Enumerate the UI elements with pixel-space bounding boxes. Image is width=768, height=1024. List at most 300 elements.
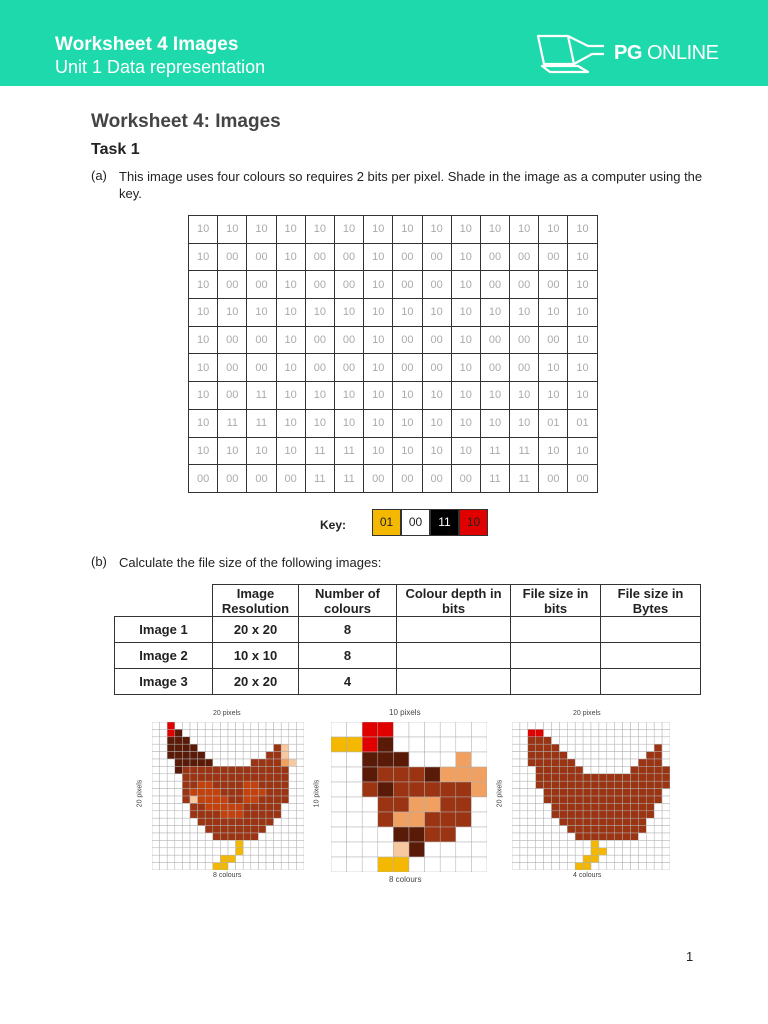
pixel	[289, 752, 297, 759]
grid-cell[interactable]: 11	[510, 465, 539, 493]
grid-cell[interactable]: 10	[393, 299, 422, 327]
grid-cell[interactable]: 00	[334, 354, 363, 382]
pixel	[654, 826, 662, 833]
pixel	[567, 833, 575, 840]
pixel	[575, 863, 583, 870]
pixel	[228, 789, 236, 796]
grid-cell[interactable]: 10	[539, 299, 568, 327]
pixel	[544, 744, 552, 751]
pixel	[607, 796, 615, 803]
grid-cell[interactable]: 00	[393, 354, 422, 382]
grid-cell[interactable]: 10	[364, 216, 393, 244]
colour-depth-cell[interactable]	[397, 617, 511, 643]
grid-cell[interactable]: 10	[568, 216, 597, 244]
pixel	[567, 729, 575, 736]
pixel	[190, 766, 198, 773]
pixel	[228, 855, 236, 862]
pixel	[167, 818, 175, 825]
grid-cell[interactable]: 10	[276, 409, 305, 437]
pixel	[575, 781, 583, 788]
grid-cell[interactable]: 00	[480, 326, 509, 354]
pixel	[182, 855, 190, 862]
grid-cell[interactable]: 10	[189, 271, 218, 299]
grid-cell[interactable]: 10	[276, 271, 305, 299]
grid-cell[interactable]: 10	[480, 216, 509, 244]
pixel	[182, 826, 190, 833]
pixel	[362, 857, 378, 872]
colour-depth-cell[interactable]	[397, 643, 511, 669]
grid-cell[interactable]: 00	[393, 271, 422, 299]
grid-cell[interactable]: 10	[568, 326, 597, 354]
pixel	[258, 744, 266, 751]
pixel	[528, 752, 536, 759]
grid-cell[interactable]: 10	[422, 409, 451, 437]
grid-cell[interactable]: 10	[422, 299, 451, 327]
pixel	[544, 781, 552, 788]
pixel	[228, 729, 236, 736]
grid-cell[interactable]: 00	[218, 271, 247, 299]
grid-cell[interactable]: 00	[422, 354, 451, 382]
pixel	[289, 722, 297, 729]
pixel	[536, 737, 544, 744]
pixel	[175, 737, 183, 744]
pixel	[258, 826, 266, 833]
pixel	[575, 803, 583, 810]
pixel	[512, 759, 520, 766]
pixel	[575, 789, 583, 796]
grid-cell[interactable]: 11	[305, 437, 334, 465]
grid-cell[interactable]: 10	[305, 382, 334, 410]
grid-cell[interactable]: 10	[393, 437, 422, 465]
pixel	[583, 833, 591, 840]
grid-cell[interactable]: 00	[218, 243, 247, 271]
grid-cell[interactable]: 10	[364, 382, 393, 410]
pixel	[615, 737, 623, 744]
grid-cell[interactable]: 10	[451, 326, 480, 354]
file-size-bytes-cell[interactable]	[601, 617, 701, 643]
pixel	[471, 737, 487, 752]
grid-cell[interactable]: 00	[334, 243, 363, 271]
grid-cell[interactable]: 10	[189, 299, 218, 327]
pixel	[456, 737, 472, 752]
pixel	[528, 796, 536, 803]
grid-cell[interactable]: 10	[364, 354, 393, 382]
grid-cell[interactable]: 10	[568, 243, 597, 271]
pixel	[662, 803, 670, 810]
file-size-bits-cell[interactable]	[511, 643, 601, 669]
pixel	[425, 812, 441, 827]
pixel	[236, 722, 244, 729]
pixel	[175, 729, 183, 736]
grid-cell[interactable]: 10	[189, 409, 218, 437]
pixel	[243, 774, 251, 781]
grid-cell[interactable]: 00	[247, 465, 276, 493]
grid-cell[interactable]: 00	[480, 243, 509, 271]
pixel	[289, 855, 297, 862]
grid-cell[interactable]: 00	[305, 271, 334, 299]
grid-cell[interactable]: 10	[422, 216, 451, 244]
file-size-bits-cell[interactable]	[511, 617, 601, 643]
pixel	[409, 752, 425, 767]
pixel	[552, 826, 560, 833]
grid-cell[interactable]: 00	[510, 326, 539, 354]
pixel	[190, 722, 198, 729]
pixel	[559, 737, 567, 744]
pixel	[362, 767, 378, 782]
table-row	[115, 643, 701, 669]
grid-cell[interactable]: 10	[276, 437, 305, 465]
grid-cell[interactable]: 10	[393, 409, 422, 437]
pixel	[456, 782, 472, 797]
pixel	[167, 848, 175, 855]
grid-cell[interactable]: 11	[334, 465, 363, 493]
grid-cell[interactable]: 10	[451, 271, 480, 299]
pixel	[152, 729, 160, 736]
grid-row	[189, 354, 598, 382]
pixel	[190, 737, 198, 744]
grid-cell[interactable]: 10	[276, 382, 305, 410]
grid-cell[interactable]: 00	[393, 465, 422, 493]
pixel	[583, 774, 591, 781]
pixel	[220, 789, 228, 796]
grid-cell[interactable]: 00	[247, 354, 276, 382]
pixel	[243, 729, 251, 736]
pixel	[599, 729, 607, 736]
pixel	[409, 722, 425, 737]
pixel	[251, 840, 259, 847]
grid-cell[interactable]: 10	[334, 216, 363, 244]
pixel	[160, 796, 168, 803]
grid-cell[interactable]: 00	[247, 326, 276, 354]
pixel	[281, 781, 289, 788]
pixel	[528, 863, 536, 870]
grid-cell[interactable]: 10	[539, 354, 568, 382]
grid-cell[interactable]: 00	[422, 243, 451, 271]
grid-cell[interactable]: 10	[393, 382, 422, 410]
pixel	[559, 759, 567, 766]
pixel	[544, 818, 552, 825]
grid-cell[interactable]: 11	[480, 437, 509, 465]
pixel	[281, 737, 289, 744]
grid-cell[interactable]: 10	[334, 299, 363, 327]
grid-cell[interactable]: 10	[276, 243, 305, 271]
pixel	[559, 833, 567, 840]
pixel	[182, 737, 190, 744]
pixel	[662, 863, 670, 870]
grid-cell[interactable]: 00	[189, 465, 218, 493]
pixel	[243, 833, 251, 840]
file-size-bits-cell[interactable]	[511, 669, 601, 695]
grid-cell[interactable]: 00	[539, 271, 568, 299]
pixel	[213, 781, 221, 788]
grid-cell[interactable]: 10	[510, 409, 539, 437]
grid-cell[interactable]: 10	[539, 382, 568, 410]
pixel	[575, 766, 583, 773]
grid-cell[interactable]: 10	[451, 354, 480, 382]
grid-cell[interactable]: 10	[451, 409, 480, 437]
pixel	[258, 863, 266, 870]
grid-cell[interactable]: 11	[218, 409, 247, 437]
grid-cell[interactable]: 00	[218, 382, 247, 410]
pixel	[289, 729, 297, 736]
pixel	[205, 840, 213, 847]
grid-cell[interactable]: 10	[510, 382, 539, 410]
grid-cell[interactable]: 10	[189, 216, 218, 244]
pixel	[281, 796, 289, 803]
pixel	[296, 766, 304, 773]
grid-cell[interactable]: 10	[451, 243, 480, 271]
pixel	[599, 774, 607, 781]
pixel	[289, 766, 297, 773]
grid-cell[interactable]: 10	[276, 216, 305, 244]
pixel	[274, 811, 282, 818]
grid-cell[interactable]: 10	[305, 299, 334, 327]
pixel	[623, 848, 631, 855]
grid-cell[interactable]: 00	[334, 271, 363, 299]
grid-cell[interactable]: 00	[305, 354, 334, 382]
grid-cell[interactable]: 00	[539, 243, 568, 271]
grid-cell[interactable]: 10	[364, 437, 393, 465]
pixel	[528, 826, 536, 833]
grid-cell[interactable]: 00	[480, 271, 509, 299]
pixel	[607, 737, 615, 744]
pixel	[243, 744, 251, 751]
grid-cell[interactable]: 10	[539, 437, 568, 465]
grid-cell[interactable]: 01	[539, 409, 568, 437]
grid-cell[interactable]: 10	[334, 382, 363, 410]
grid-cell[interactable]: 10	[568, 354, 597, 382]
pixel	[552, 752, 560, 759]
pixel	[512, 811, 520, 818]
grid-cell[interactable]: 10	[568, 382, 597, 410]
pixel	[425, 827, 441, 842]
grid-cell[interactable]: 00	[539, 326, 568, 354]
grid-cell[interactable]: 11	[334, 437, 363, 465]
pixel	[520, 848, 528, 855]
grid-cell[interactable]: 00	[247, 243, 276, 271]
grid-cell[interactable]: 10	[189, 243, 218, 271]
grid-cell[interactable]: 10	[334, 409, 363, 437]
pixel	[536, 744, 544, 751]
pixel	[243, 811, 251, 818]
pixel	[559, 840, 567, 847]
grid-cell[interactable]: 00	[393, 326, 422, 354]
grid-cell[interactable]: 00	[568, 465, 597, 493]
pixel	[160, 863, 168, 870]
pixel	[258, 774, 266, 781]
grid-cell[interactable]: 00	[480, 354, 509, 382]
grid-cell[interactable]: 00	[393, 243, 422, 271]
grid-cell[interactable]: 10	[480, 409, 509, 437]
table-row	[115, 669, 701, 695]
grid-cell[interactable]: 10	[510, 216, 539, 244]
pixel	[198, 863, 206, 870]
grid-cell[interactable]: 00	[422, 465, 451, 493]
grid-cell[interactable]: 11	[247, 409, 276, 437]
pixel	[575, 774, 583, 781]
pixel	[175, 826, 183, 833]
pixel	[236, 766, 244, 773]
pixel	[393, 857, 409, 872]
pixel	[198, 796, 206, 803]
grid-cell[interactable]: 10	[189, 382, 218, 410]
grid-cell[interactable]: 00	[451, 465, 480, 493]
pixel	[205, 766, 213, 773]
pixel	[167, 789, 175, 796]
header-banner	[0, 0, 768, 86]
table-header-row	[115, 585, 701, 617]
pixel	[205, 811, 213, 818]
pixel	[175, 848, 183, 855]
pixel	[274, 848, 282, 855]
grid-cell[interactable]: 00	[247, 271, 276, 299]
pixel	[512, 766, 520, 773]
pixel	[662, 796, 670, 803]
grid-cell[interactable]: 10	[276, 326, 305, 354]
grid-cell[interactable]: 10	[276, 299, 305, 327]
pixel	[552, 759, 560, 766]
grid-cell[interactable]: 10	[247, 299, 276, 327]
pixel	[575, 848, 583, 855]
grid-cell[interactable]: 00	[305, 243, 334, 271]
grid-cell[interactable]: 10	[510, 299, 539, 327]
grid-cell[interactable]: 10	[364, 243, 393, 271]
pixel	[175, 781, 183, 788]
pixel	[520, 826, 528, 833]
colour-depth-cell[interactable]	[397, 669, 511, 695]
grid-cell[interactable]: 10	[247, 437, 276, 465]
pixel	[228, 722, 236, 729]
pixel	[182, 781, 190, 788]
grid-cell[interactable]: 10	[451, 382, 480, 410]
pixel	[654, 803, 662, 810]
grid-cell[interactable]: 01	[568, 409, 597, 437]
pixel	[228, 737, 236, 744]
grid-cell[interactable]: 10	[568, 299, 597, 327]
pixel	[520, 863, 528, 870]
pixel	[266, 722, 274, 729]
pixel	[296, 722, 304, 729]
grid-cell[interactable]: 10	[393, 216, 422, 244]
pixel	[615, 840, 623, 847]
pixel	[289, 833, 297, 840]
pixel	[220, 744, 228, 751]
pixel	[615, 722, 623, 729]
grid-cell[interactable]: 10	[305, 216, 334, 244]
pixel	[646, 744, 654, 751]
pixel	[362, 797, 378, 812]
grid-cell[interactable]: 11	[247, 382, 276, 410]
pixel	[289, 737, 297, 744]
resolution-cell: 20 x 20	[213, 669, 299, 695]
pixel	[175, 818, 183, 825]
grid-cell[interactable]: 00	[510, 354, 539, 382]
grid-row	[189, 326, 598, 354]
grid-cell[interactable]: 10	[451, 299, 480, 327]
pixel	[213, 811, 221, 818]
pixel	[536, 848, 544, 855]
grid-cell[interactable]: 00	[218, 354, 247, 382]
grid-cell[interactable]: 10	[189, 326, 218, 354]
grid-cell[interactable]: 10	[364, 326, 393, 354]
grid-cell[interactable]: 10	[364, 271, 393, 299]
grid-cell[interactable]: 10	[305, 409, 334, 437]
grid-cell[interactable]: 10	[218, 216, 247, 244]
grid-cell[interactable]: 10	[539, 216, 568, 244]
grid-cell[interactable]: 00	[510, 243, 539, 271]
pixel	[654, 855, 662, 862]
pixel	[190, 752, 198, 759]
grid-cell[interactable]: 10	[480, 299, 509, 327]
pixel	[646, 811, 654, 818]
pixel	[631, 729, 639, 736]
grid-cell[interactable]: 10	[247, 216, 276, 244]
grid-cell[interactable]: 00	[218, 465, 247, 493]
grid-cell[interactable]: 00	[364, 465, 393, 493]
grid-cell[interactable]: 10	[451, 437, 480, 465]
grid-row	[189, 465, 598, 493]
grid-cell[interactable]: 10	[568, 271, 597, 299]
pixel	[331, 722, 347, 737]
grid-cell[interactable]: 10	[189, 354, 218, 382]
grid-cell[interactable]: 10	[189, 437, 218, 465]
pixel	[528, 774, 536, 781]
pixel	[623, 781, 631, 788]
file-size-bytes-cell[interactable]	[601, 669, 701, 695]
grid-cell[interactable]: 10	[480, 382, 509, 410]
pixel	[296, 833, 304, 840]
grid-cell[interactable]: 10	[276, 354, 305, 382]
grid-cell[interactable]: 11	[480, 465, 509, 493]
grid-cell[interactable]: 10	[422, 382, 451, 410]
pixel	[175, 803, 183, 810]
grid-cell[interactable]: 11	[305, 465, 334, 493]
grid-cell[interactable]: 10	[364, 409, 393, 437]
file-size-bytes-cell[interactable]	[601, 643, 701, 669]
grid-cell[interactable]: 10	[364, 299, 393, 327]
grid-cell[interactable]: 00	[422, 271, 451, 299]
grid-cell[interactable]: 00	[422, 326, 451, 354]
pixel	[662, 811, 670, 818]
grid-cell[interactable]: 00	[305, 326, 334, 354]
grid-cell[interactable]: 10	[568, 437, 597, 465]
grid-cell[interactable]: 00	[334, 326, 363, 354]
grid-cell[interactable]: 00	[276, 465, 305, 493]
grid-cell[interactable]: 00	[218, 326, 247, 354]
pixel	[296, 789, 304, 796]
grid-cell[interactable]: 00	[510, 271, 539, 299]
pixel	[378, 842, 394, 857]
grid-cell[interactable]: 10	[451, 216, 480, 244]
pixel	[559, 818, 567, 825]
grid-cell[interactable]: 11	[510, 437, 539, 465]
pixel	[266, 796, 274, 803]
pixel	[583, 759, 591, 766]
pixel	[175, 833, 183, 840]
pixel	[190, 811, 198, 818]
table-header-bits: File size in bits	[511, 585, 601, 617]
grid-cell[interactable]: 10	[422, 437, 451, 465]
pixel	[536, 722, 544, 729]
pixel	[251, 796, 259, 803]
pixel	[599, 744, 607, 751]
grid-cell[interactable]: 00	[539, 465, 568, 493]
grid-cell[interactable]: 10	[218, 437, 247, 465]
grid-cell[interactable]: 10	[218, 299, 247, 327]
pixel	[623, 752, 631, 759]
pixel	[258, 759, 266, 766]
pixel	[175, 774, 183, 781]
